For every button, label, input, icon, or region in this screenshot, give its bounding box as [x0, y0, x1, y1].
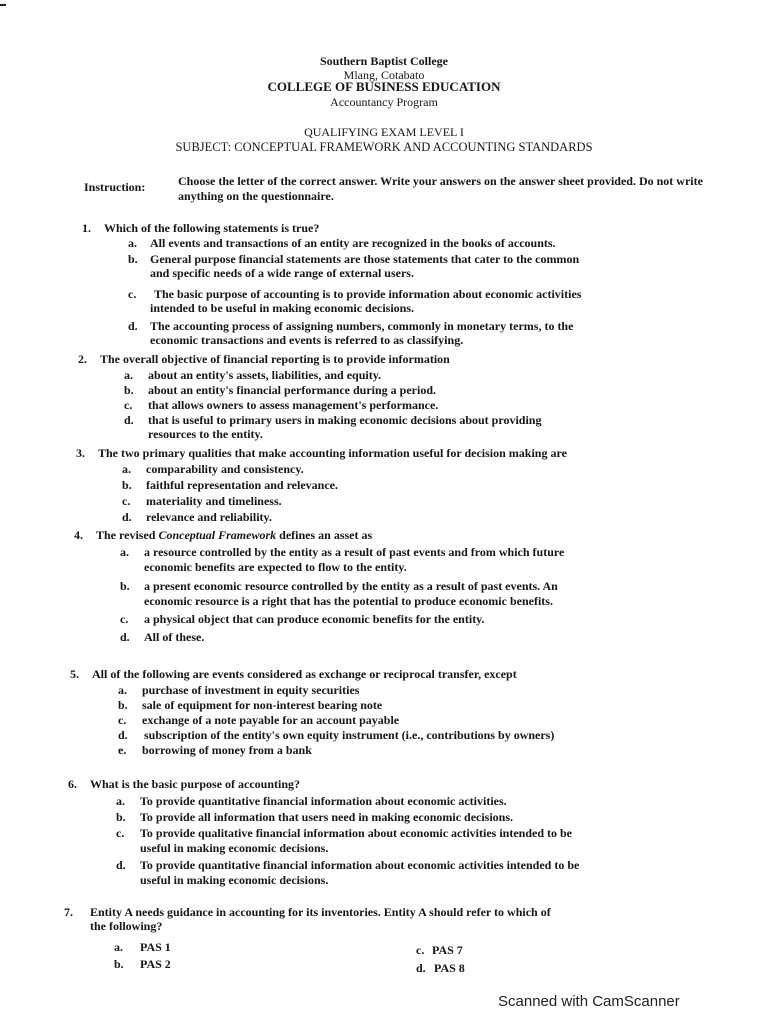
question-text: What is the basic purpose of accounting? — [90, 777, 301, 791]
question-number: 3. — [76, 446, 85, 460]
program-name: Accountancy Program — [330, 95, 438, 109]
question-text: The revised Conceptual Framework defines an asset as — [96, 528, 373, 542]
question-text: The overall objective of financial reporting is to provide information — [100, 352, 450, 366]
question-number: 4. — [74, 528, 83, 542]
college-name: COLLEGE OF BUSINESS EDUCATION — [267, 79, 501, 94]
question-text-cont: the following? — [90, 919, 163, 933]
question-number: 1. — [82, 221, 91, 235]
question-text: Entity A needs guidance in accounting for its inventories. Entity A should refer to which of — [90, 905, 551, 919]
scan-mark — [0, 4, 6, 6]
question-text: Which of the following statements is true? — [104, 221, 320, 235]
school-name: Southern Baptist College — [319, 54, 448, 68]
instruction-text: Choose the letter of the correct answer. Write your answers on the answer sheet provided. Do not write anything on the questionnaire. — [178, 174, 703, 203]
question-number: 2. — [78, 352, 87, 366]
subject-title: SUBJECT: CONCEPTUAL FRAMEWORK AND ACCOUNTING STANDARDS — [175, 140, 593, 154]
question-text: All of the following are events considered as exchange or reciprocal transfer, except — [92, 667, 517, 681]
question-number: 6. — [68, 777, 77, 791]
school-location: Mlang, Cotabato — [343, 68, 425, 82]
question-text: The two primary qualities that make accounting information useful for decision making are — [98, 446, 567, 460]
instruction-label: Instruction: — [84, 180, 146, 194]
question-number: 7. — [64, 905, 73, 919]
question-number: 5. — [70, 667, 79, 681]
scanner-watermark: Scanned with CamScanner — [498, 993, 680, 1010]
exam-title: QUALIFYING EXAM LEVEL I — [304, 125, 464, 139]
